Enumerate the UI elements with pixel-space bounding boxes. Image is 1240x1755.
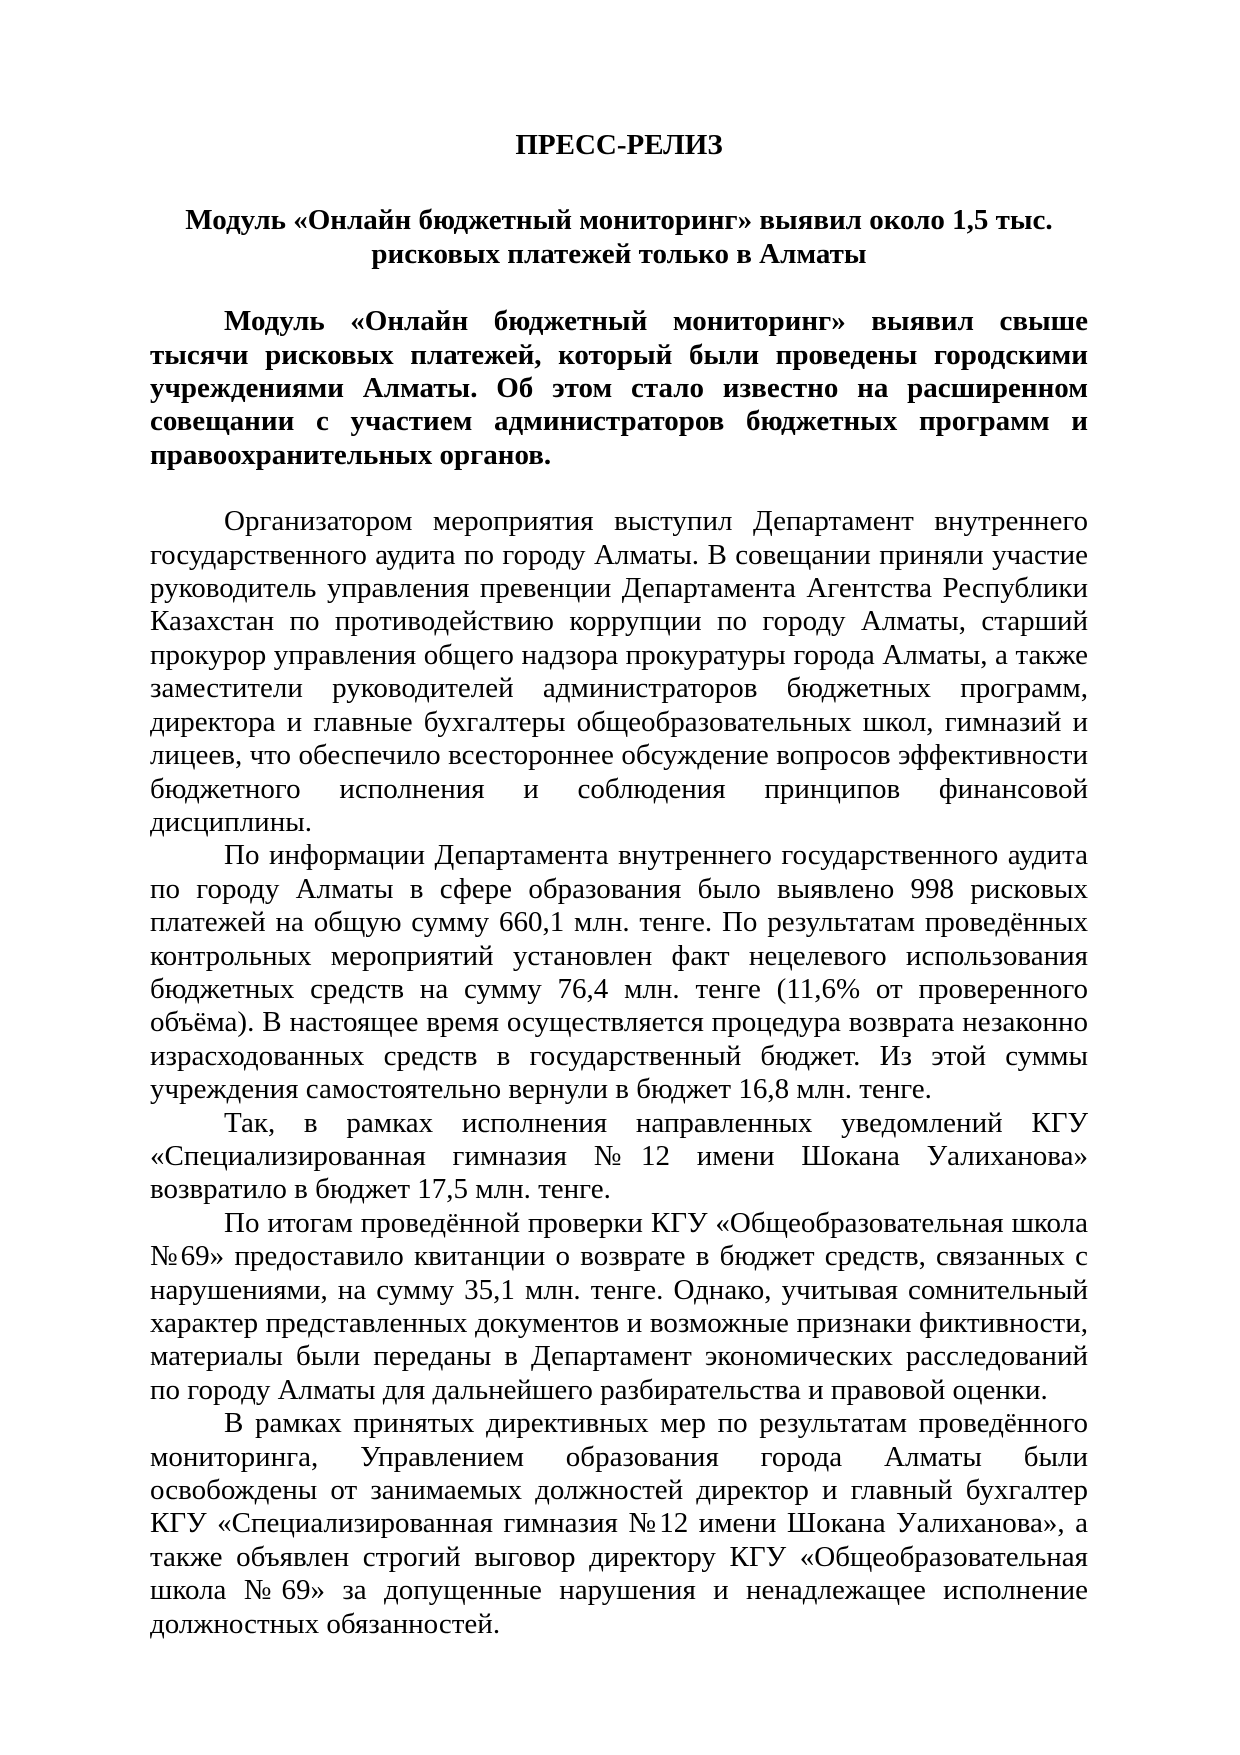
press-release-body [150,505,1088,1641]
press-release-title: ПРЕСС-РЕЛИЗ [515,129,723,161]
body-paragraph-5: В рамках принятых директивных мер по результатам проведённого мониторинга, Управлением образования города Алматы были освобождены от занимаемых должностей директор и главный бухгалтер КГУ «Специализированная гимназия №12 имени Шокана Уалиханова», а также объявлен строгий выговор директору КГУ «Общеобразовательная школа №69» за допущенные нарушения и ненадлежащее исполнение должностных обязанностей. [150,1407,1088,1640]
body-paragraph-1: Организатором мероприятия выступил Департамент внутреннего государственного аудита по городу Алматы. В совещании приняли участие руководитель управления превенции Департамента Агентства Республики Казахстан по противодействию коррупции по городу Алматы, старший прокурор управления общего надзора прокуратуры города Алматы, а также заместители руководителей администраторов бюджетных программ, директора и главные бухгалтеры общеобразовательных школ, гимназий и лицеев, что обеспечило всестороннее обсуждение вопросов эффективности бюджетного исполнения и соблюдения принципов финансовой дисциплины. [150,505,1088,838]
body-paragraph-4: По итогам проведённой проверки КГУ «Общеобразовательная школа №69» предоставило квитанции о возврате в бюджет средств, связанных с нарушениями, на сумму 35,1 млн. тенге. Однако, учитывая сомнительный характер представленных документов и возможные признаки фиктивности, материалы были переданы в Департамент экономических расследований по городу Алматы для дальнейшего разбирательства и правовой оценки. [150,1206,1088,1406]
press-release-subtitle: Модуль «Онлайн бюджетный мониторинг» выявил около 1,5 тыс. рисковых платежей только в Алматы [185,204,1053,270]
body-paragraph-3: Так, в рамках исполнения направленных уведомлений КГУ «Специализированная гимназия №12 имени Шокана Уалиханова» возвратило в бюджет 17,5 млн. тенге. [150,1106,1088,1206]
lead-paragraph: Модуль «Онлайн бюджетный мониторинг» выявил свыше тысячи рисковых платежей, который были проведены городскими учреждениями Алматы. Об этом стало известно на расширенном совещании с участием администраторов бюджетных программ и правоохранительных органов. [150,305,1088,471]
body-paragraph-2: По информации Департамента внутреннего государственного аудита по городу Алматы в сфере образования было выявлено 998 рисковых платежей на общую сумму 660,1 млн. тенге. По результатам проведённых контрольных мероприятий установлен факт нецелевого использования бюджетных средств на сумму 76,4 млн. тенге (11,6% от проверенного объёма). В настоящее время осуществляется процедура возврата незаконно израсходованных средств в государственный бюджет. Из этой суммы учреждения самостоятельно вернули в бюджет 16,8 млн. тенге. [150,839,1088,1106]
